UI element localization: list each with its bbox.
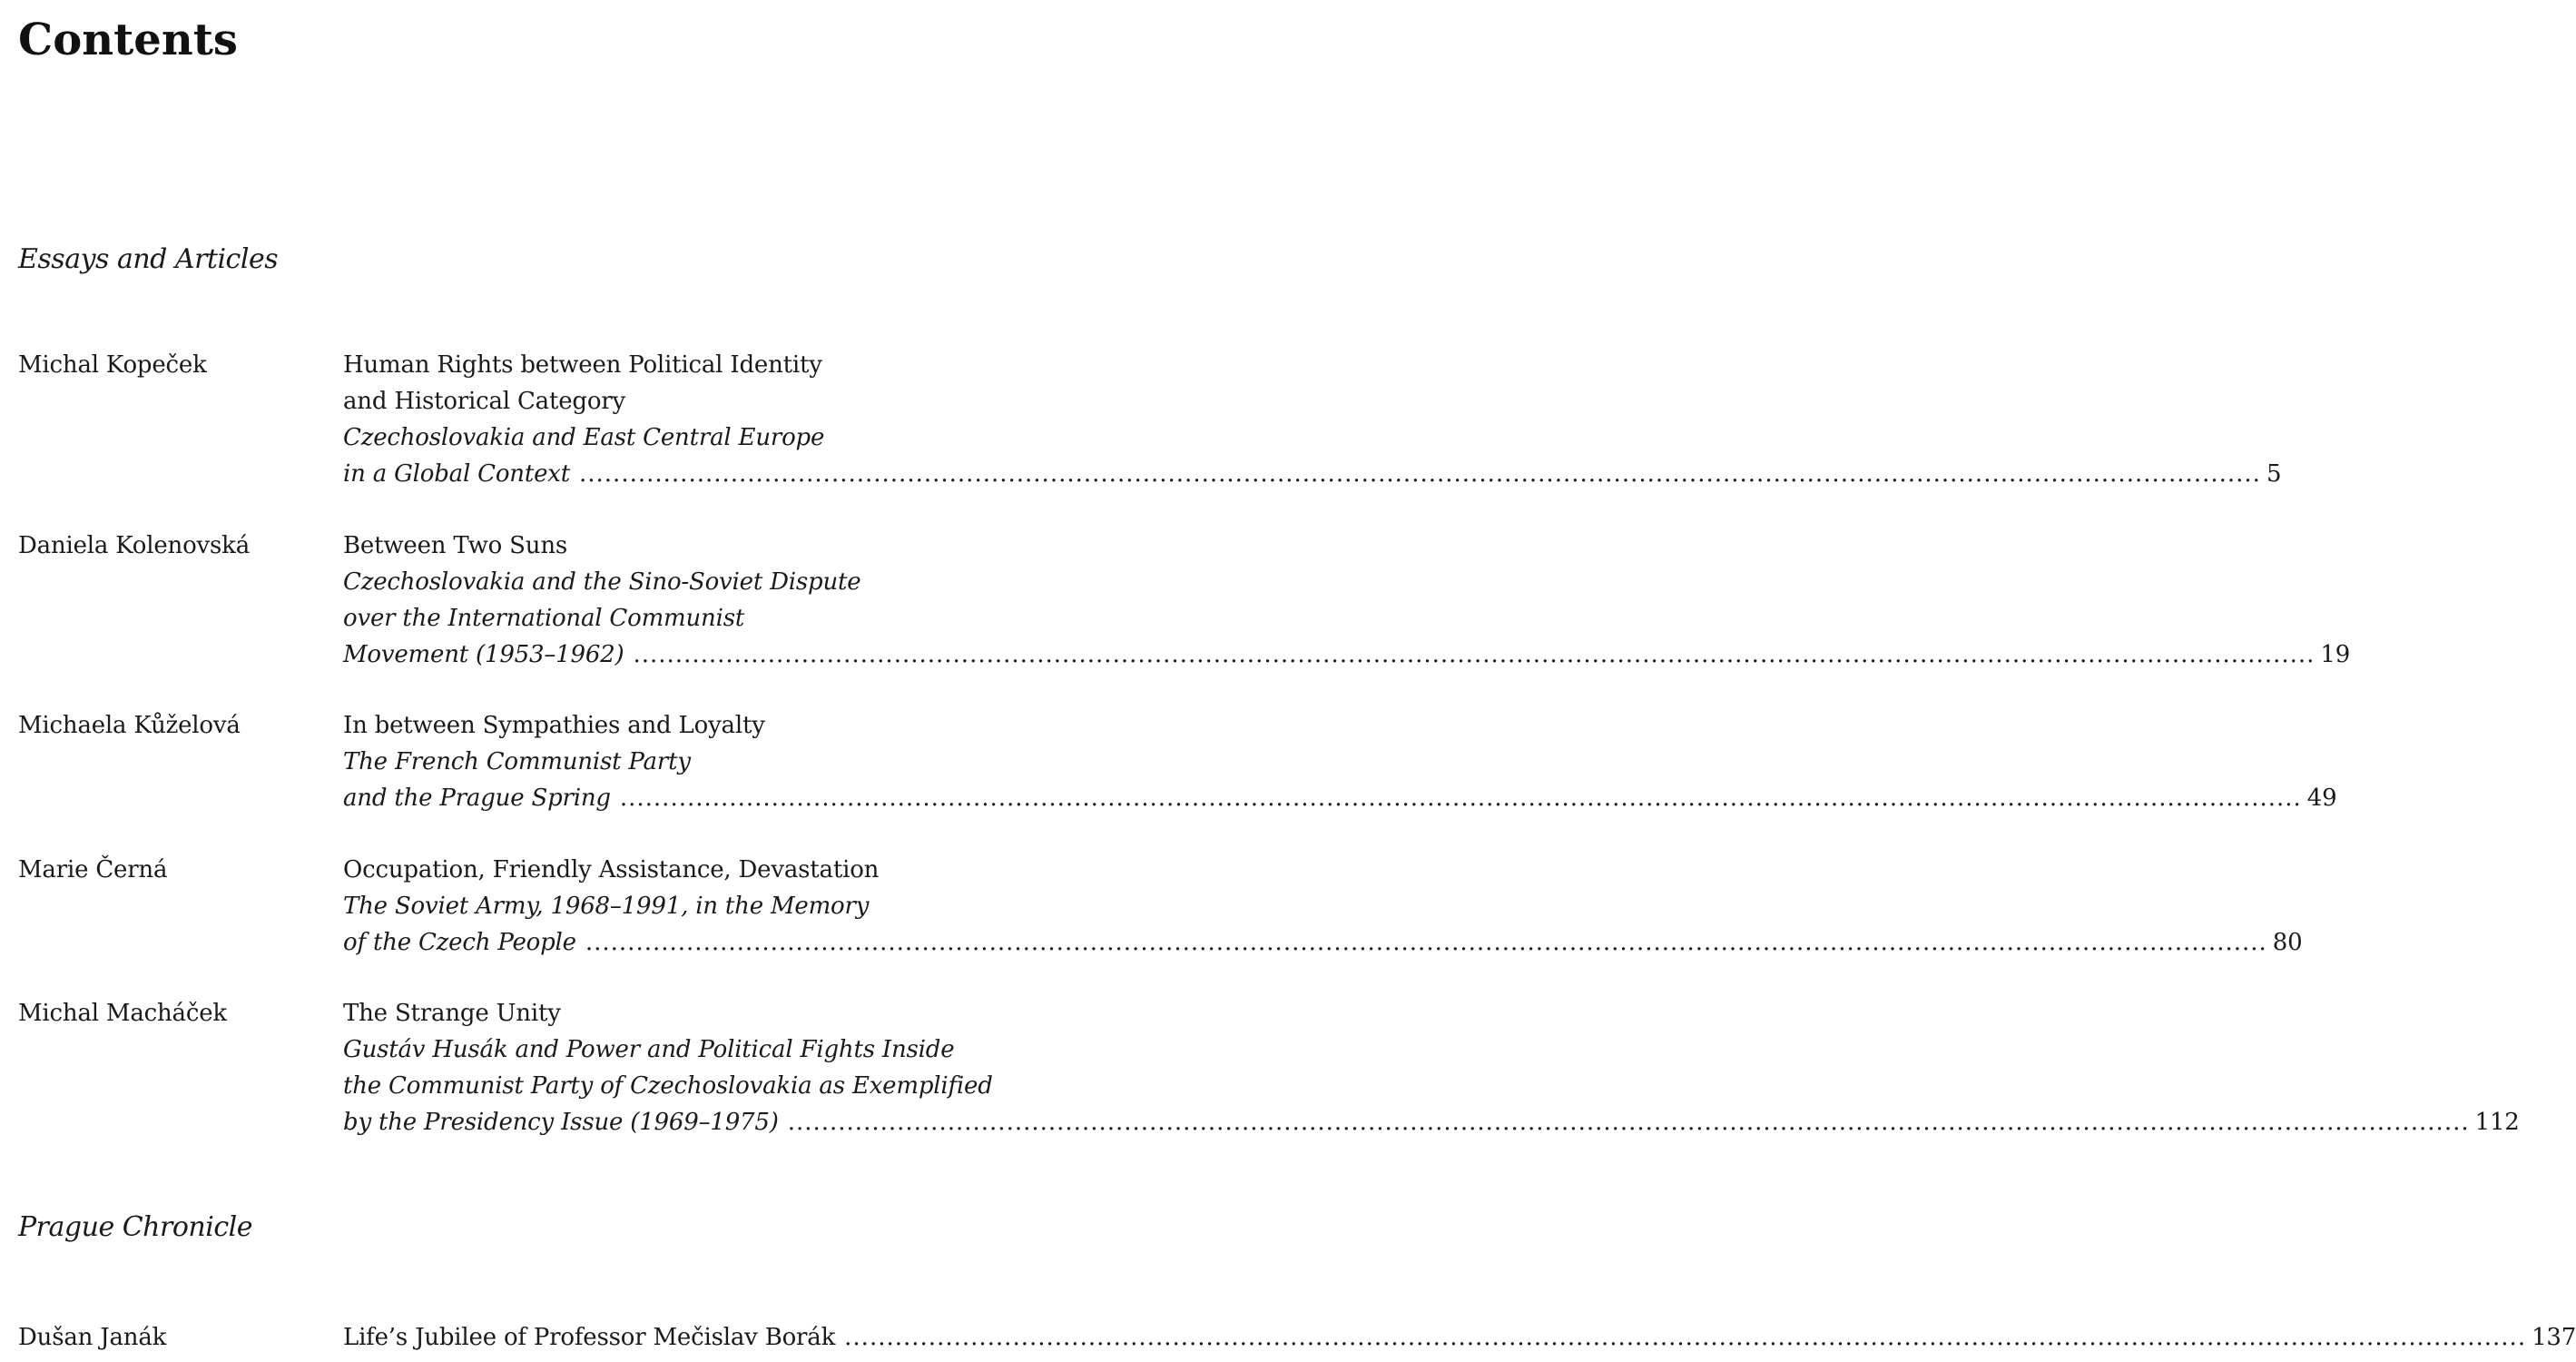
entry-title-line: The Strange Unity — [343, 1000, 561, 1027]
entry-body — [343, 707, 2337, 816]
page-number[interactable]: 112 — [2474, 1109, 2520, 1136]
entry-title-line: and Historical Category — [343, 388, 626, 415]
entry-subtitle-end: by the Presidency Issue (1969–1975) — [343, 1109, 779, 1136]
entry-author: Michal Kopeček — [18, 351, 207, 379]
entry-subtitle-end: in a Global Context — [343, 460, 570, 488]
entry-author: Michal Macháček — [18, 1000, 227, 1027]
entry-body — [343, 347, 2282, 492]
page-number[interactable]: 49 — [2306, 785, 2337, 812]
entry-subtitle-line: The Soviet Army, 1968–1991, in the Memory — [343, 893, 870, 920]
entry-last-line — [343, 924, 2303, 961]
entry-title-end: Life’s Jubilee of Professor Mečislav Borák — [343, 1324, 836, 1351]
section-title-essays: Essays and Articles — [18, 243, 279, 275]
entry-body — [343, 995, 2520, 1140]
entry-body — [343, 1319, 2576, 1356]
entry-subtitle-end: and the Prague Spring — [343, 785, 611, 812]
entry-subtitle-line: the Communist Party of Czechoslovakia as Exemplified — [343, 1072, 993, 1100]
entry-title-line: Occupation, Friendly Assistance, Devastation — [343, 856, 880, 883]
entry-title-line: Human Rights between Political Identity — [343, 351, 822, 379]
dot-leader: ........................................................................................................................................................................................................ — [787, 1109, 2470, 1136]
page-number[interactable]: 19 — [2320, 641, 2351, 668]
dot-leader: ........................................................................................................................................................................................................ — [619, 785, 2302, 812]
entry-subtitle-line: Czechoslovakia and the Sino-Soviet Dispute — [343, 568, 861, 596]
entry-last-line — [343, 780, 2337, 816]
dot-leader: ........................................................................................................................................................................................................ — [585, 929, 2267, 956]
page-title: Contents — [18, 15, 238, 65]
page-number[interactable]: 137 — [2532, 1324, 2576, 1351]
dot-leader: ........................................................................................................................................................................................................ — [844, 1324, 2527, 1351]
page-number[interactable]: 5 — [2266, 460, 2282, 488]
entry-author: Michaela Kůželová — [18, 712, 241, 739]
entry-title-line: In between Sympathies and Loyalty — [343, 712, 765, 739]
entry-subtitle-line: Gustáv Husák and Power and Political Fights Inside — [343, 1036, 955, 1063]
entry-subtitle-line: The French Communist Party — [343, 748, 691, 775]
page-number[interactable]: 80 — [2272, 929, 2303, 956]
entry-last-line — [343, 637, 2351, 673]
section-title-chronicle: Prague Chronicle — [18, 1211, 252, 1243]
entry-subtitle-end: of the Czech People — [343, 929, 576, 956]
dot-leader: ........................................................................................................................................................................................................ — [633, 641, 2315, 668]
entry-author: Daniela Kolenovská — [18, 532, 251, 559]
entry-body — [343, 852, 2303, 961]
entry-subtitle-end: Movement (1953–1962) — [343, 641, 624, 668]
entry-title-line: Between Two Suns — [343, 532, 568, 559]
entry-last-line — [343, 1104, 2520, 1140]
dot-leader: ........................................................................................................................................................................................................ — [579, 460, 2261, 488]
entry-body — [343, 528, 2351, 673]
entry-subtitle-line: Czechoslovakia and East Central Europe — [343, 424, 825, 451]
entry-author: Dušan Janák — [18, 1324, 167, 1351]
entry-last-line — [343, 456, 2282, 492]
entry-last-line — [343, 1319, 2576, 1356]
entry-subtitle-line: over the International Communist — [343, 605, 745, 632]
entry-author: Marie Černá — [18, 856, 168, 883]
